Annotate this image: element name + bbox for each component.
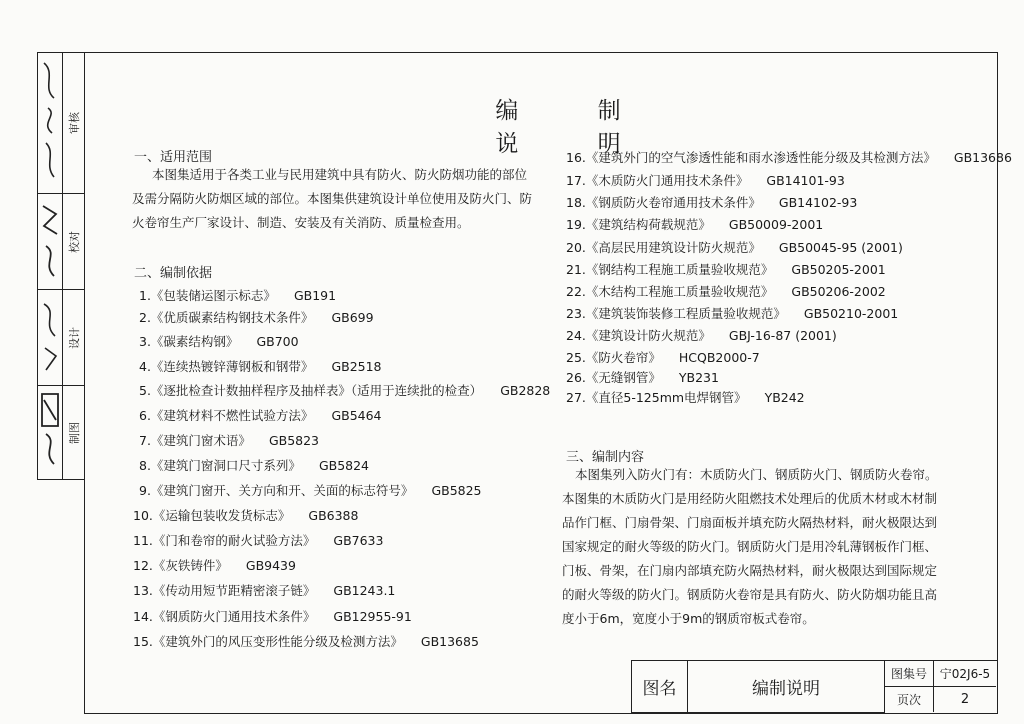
title-block [631,660,997,713]
atlas-number-label: 图集号 [885,661,934,687]
section2-heading: 二、编制依据 [134,266,213,281]
list-item: 16.《建筑外门的空气渗透性能和雨水渗透性能分级及其检测方法》 GB13686 [566,150,1012,165]
design-signature [38,290,62,386]
list-item: 12.《灰铁铸件》 GB9439 [133,558,296,573]
list-item: 3.《碳素结构钢》 GB700 [139,334,299,349]
list-item: 13.《传动用短节距精密滚子链》 GB1243.1 [133,583,396,598]
section3-line: 品作门框、门扇骨架、门扇面板并填充防火隔热材料，耐火极限达到 [562,515,938,530]
list-item: 27.《直径5-125mm电焊钢管》 YB242 [566,390,805,405]
list-item: 14.《钢质防火门通用技术条件》 GB12955-91 [133,609,412,624]
list-item: 22.《木结构工程施工质量验收规范》 GB50206-2002 [566,284,886,299]
strip-label-design: 设计 [68,327,81,349]
section1-heading: 一、适用范围 [134,150,213,165]
atlas-number-value: 宁02J6-5 [934,661,996,687]
drawing-name-label: 图名 [632,661,688,713]
list-item: 24.《建筑设计防火规范》 GBJ-16-87 (2001) [566,328,837,343]
section3-line: 度小于6m，宽度小于9m的钢质帘板式卷帘。 [562,611,815,626]
page-number-label: 页次 [885,687,934,712]
list-item: 9.《建筑门窗开、关方向和开、关面的标志符号》 GB5825 [139,483,482,498]
check-signature [38,194,62,290]
strip-check [38,193,85,290]
section1-line: 及需分隔防火防烟区域的部位。本图集供建筑设计单位使用及防火门、防 [132,191,533,206]
approval-strip [37,52,85,480]
section1-line: 本图集适用于各类工业与民用建筑中具有防火、防火防烟功能的部位 [152,167,528,182]
list-item: 8.《建筑门窗洞口尺寸系列》 GB5824 [139,458,370,473]
list-item: 6.《建筑材料不燃性试验方法》 GB5464 [139,408,382,423]
list-item: 25.《防火卷帘》 HCQB2000-7 [566,350,760,365]
list-item: 23.《建筑装饰装修工程质量验收规范》 GB50210-2001 [566,306,899,321]
strip-label-check: 校对 [68,231,81,253]
draft-signature [38,386,62,480]
section3-line: 门板、骨架，在门扇内部填充防火隔热材料，耐火极限达到国际规定 [562,563,938,578]
page-title: 编 制 说 明 [495,98,657,157]
strip-review [38,53,85,193]
section3-line: 国家规定的耐火等级的防火门。钢质防火门是用冷轧薄钢板作门框、 [562,539,938,554]
list-item: 15.《建筑外门的风压变形性能分级及检测方法》 GB13685 [133,634,479,649]
list-item: 21.《钢结构工程施工质量验收规范》 GB50205-2001 [566,262,886,277]
list-item: 26.《无缝钢管》 YB231 [566,370,719,385]
list-item: 18.《钢质防火卷帘通用技术条件》 GB14102-93 [566,195,858,210]
strip-design [38,289,85,386]
list-item: 19.《建筑结构荷载规范》 GB50009-2001 [566,217,824,232]
list-item: 20.《高层民用建筑设计防火规范》 GB50045-95 (2001) [566,240,903,255]
list-item: 4.《连续热镀锌薄钢板和钢带》 GB2518 [139,359,382,374]
list-item: 17.《木质防火门通用技术条件》 GB14101-93 [566,173,845,188]
strip-label-review: 审核 [68,112,81,134]
review-signature [38,53,62,193]
page-number-value: 2 [960,692,970,707]
list-item: 11.《门和卷帘的耐火试验方法》 GB7633 [133,533,384,548]
drawing-name-value: 编制说明 [688,661,885,713]
section1-line: 火卷帘生产厂家设计、制造、安装及有关消防、质量检查用。 [132,215,470,230]
strip-label-draft: 制图 [68,422,81,444]
section3-heading: 三、编制内容 [566,450,645,465]
list-item: 10.《运输包装收发货标志》 GB6388 [133,508,359,523]
strip-draft [38,385,85,480]
list-item: 1.《包装储运图示标志》 GB191 [139,288,337,303]
list-item: 7.《建筑门窗术语》 GB5823 [139,433,320,448]
section3-line: 的耐火等级的防火门。钢质防火卷帘是具有防火、防火防烟功能且高 [562,587,938,602]
list-item: 2.《优质碳素结构钢技术条件》 GB699 [139,310,374,325]
section3-line: 本图集的木质防火门是用经防火阻燃技术处理后的优质木材或木材制 [562,491,938,506]
section3-line: 本图集列入防火门有：木质防火门、钢质防火门、钢质防火卷帘。 [575,467,938,482]
list-item: 5.《逐批检查计数抽样程序及抽样表》（适用于连续批的检查） GB2828 [139,383,551,398]
